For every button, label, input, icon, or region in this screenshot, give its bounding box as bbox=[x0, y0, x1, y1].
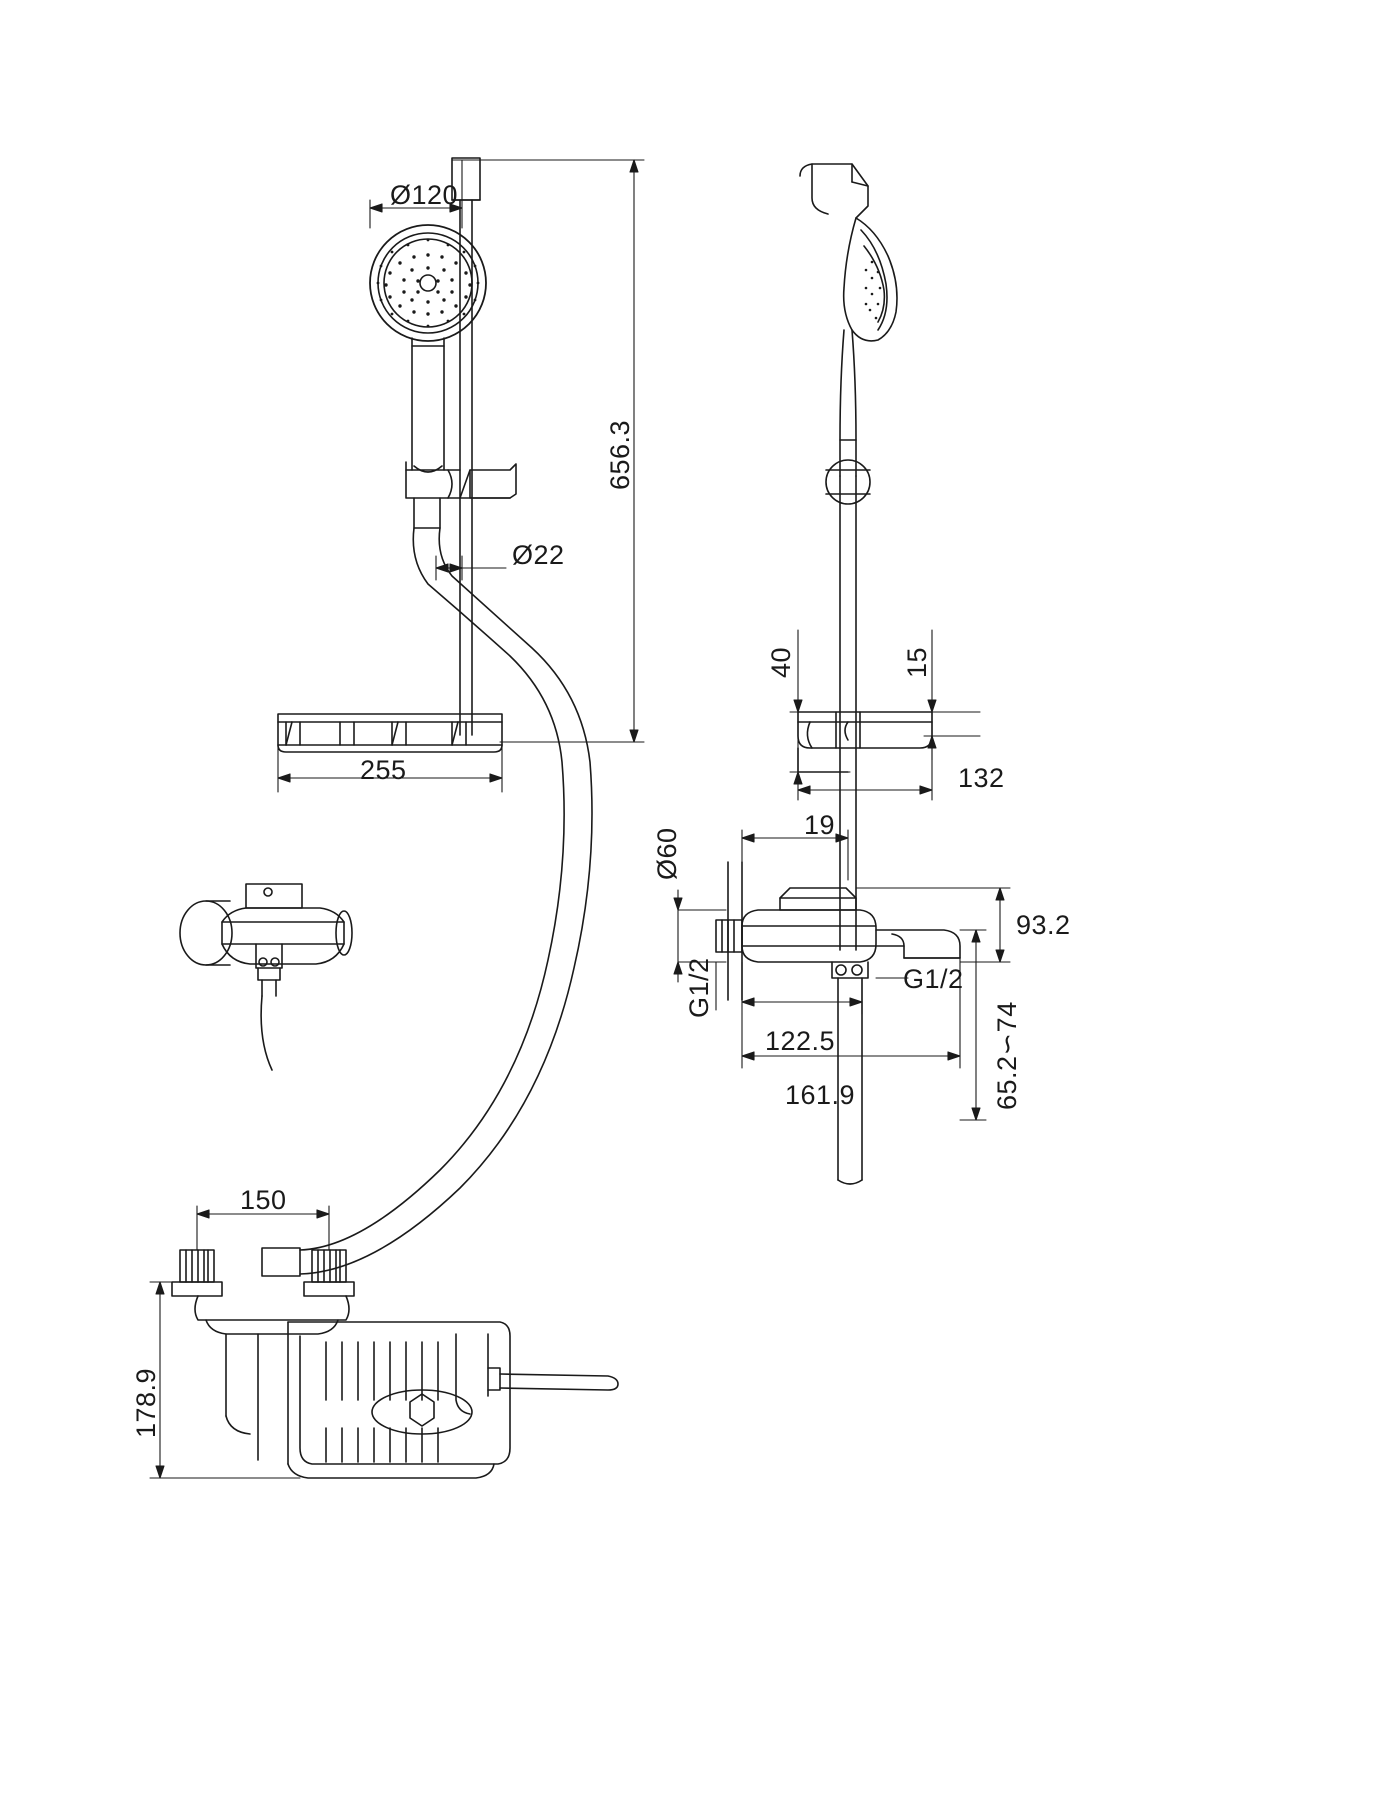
view-side-mixer bbox=[716, 862, 960, 1184]
dim-shelf-depth-132: 132 bbox=[958, 763, 1005, 793]
dim-mixer-inlet-offset-19: 19 bbox=[804, 810, 836, 840]
dim-overall-depth-178-9: 178.9 bbox=[131, 1367, 161, 1438]
dim-inlet-spacing-122-5: 122.5 bbox=[765, 1026, 836, 1056]
view-front-mixer bbox=[180, 884, 352, 1070]
dim-mixer-width-161-9: 161.9 bbox=[785, 1080, 856, 1110]
dim-thread-right: G1/2 bbox=[903, 964, 964, 994]
dim-shower-head-diameter: Ø120 bbox=[390, 180, 459, 210]
dim-mixer-height-93-2: 93.2 bbox=[1016, 910, 1071, 940]
dim-rail-bracket-offset-40: 40 bbox=[766, 646, 796, 678]
view-top-shelf bbox=[172, 1250, 618, 1478]
dim-spout-diameter-60: Ø60 bbox=[652, 827, 682, 880]
dim-shelf-thickness-15: 15 bbox=[902, 646, 932, 678]
dim-thread-left: G1/2 bbox=[684, 957, 714, 1018]
dim-hose-diameter: Ø22 bbox=[512, 540, 565, 570]
dimension-lines bbox=[150, 160, 1010, 1478]
dim-overall-height: 656.3 bbox=[605, 419, 635, 490]
dim-spout-reach-range: 65.2∽74 bbox=[992, 1001, 1022, 1110]
view-front-shelf bbox=[278, 714, 502, 752]
view-front-hand-shower bbox=[262, 158, 592, 1276]
dim-shelf-width: 255 bbox=[360, 755, 407, 785]
dim-inlet-centers-150: 150 bbox=[240, 1185, 287, 1215]
